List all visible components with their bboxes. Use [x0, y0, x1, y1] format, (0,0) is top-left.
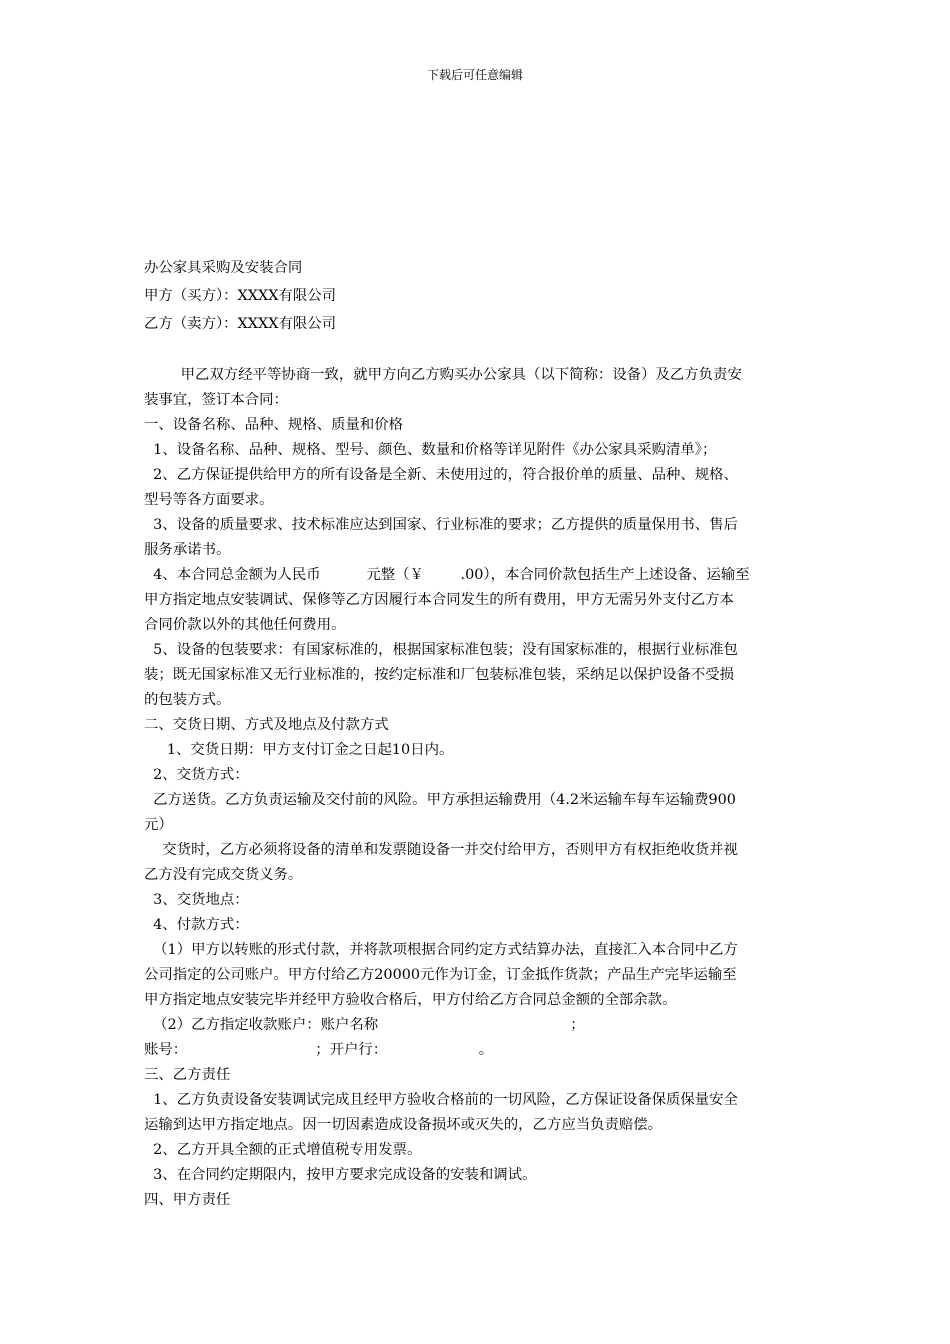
- paragraph-line: 甲方指定地点安装调试、保修等乙方因履行本合同发生的所有费用，甲方无需另外支付乙方本: [144, 592, 735, 608]
- party-b: 乙方（卖方）：XXXX有限公司: [144, 316, 337, 332]
- paragraph-line: 1、交货日期：甲方支付订金之日起10日内。: [144, 742, 454, 758]
- paragraph-line: 元）: [144, 817, 173, 833]
- paragraph-line: 乙方没有完成交货义务。: [144, 867, 303, 883]
- paragraph-line: （1）甲方以转账的形式付款，并将款项根据合同约定方式结算办法，直接汇入本合同中乙方: [144, 942, 738, 958]
- page-header: 下载后可任意编辑: [426, 68, 523, 82]
- paragraph-line: 装事宜，签订本合同：: [144, 392, 288, 408]
- paragraph-line: 2、交货方式：: [144, 767, 249, 783]
- section-heading: 三、乙方责任: [144, 1067, 231, 1083]
- paragraph-line: 合同价款以外的其他任何费用。: [144, 617, 346, 633]
- section-heading: 二、交货日期、方式及地点及付款方式: [144, 717, 389, 733]
- paragraph-line: 4、付款方式：: [144, 917, 249, 933]
- paragraph-line: 型号等各方面要求。: [144, 492, 274, 508]
- section-heading: 四、甲方责任: [144, 1192, 231, 1208]
- paragraph-line: 3、设备的质量要求、技术标准应达到国家、行业标准的要求；乙方提供的质量保用书、售后: [144, 517, 738, 533]
- section-heading: 一、设备名称、品种、规格、质量和价格: [144, 417, 404, 433]
- paragraph-line: 1、设备名称、品种、规格、型号、颜色、数量和价格等详见附件《办公家具采购清单》；: [144, 442, 717, 458]
- paragraph-line: 3、在合同约定期限内，按甲方要求完成设备的安装和调试。: [144, 1167, 537, 1183]
- paragraph-gap: [144, 338, 808, 363]
- paragraph-line: 账号： ；开户行： 。: [144, 1042, 494, 1058]
- paragraph-line: 装；既无国家标准又无行业标准的，按约定标准和厂包装标准包装，采纳足以保护设备不受损: [144, 667, 735, 683]
- paragraph-line: 2、乙方保证提供给甲方的所有设备是全新、未使用过的，符合报价单的质量、品种、规格、: [144, 467, 738, 483]
- paragraph-line: 乙方送货。乙方负责运输及交付前的风险。甲方承担运输费用（4.2米运输车每车运输费900: [144, 792, 736, 808]
- contract-body: [144, 255, 808, 1213]
- contract-title: 办公家具采购及安装合同: [144, 260, 303, 276]
- paragraph-line: 服务承诺书。: [144, 542, 231, 558]
- paragraph-line: 运输到达甲方指定地点。因一切因素造成设备损坏或灭失的，乙方应当负责赔偿。: [144, 1117, 663, 1133]
- paragraph-line: 2、乙方开具全额的正式增值税专用发票。: [144, 1142, 422, 1158]
- paragraph-line: 1、乙方负责设备安装调试完成且经甲方验收合格前的一切风险，乙方保证设备保质保量安全: [144, 1092, 738, 1108]
- paragraph-line: 的包装方式。: [144, 692, 231, 708]
- paragraph-line: 甲乙双方经平等协商一致，就甲方向乙方购买办公家具（以下简称：设备）及乙方负责安: [144, 367, 742, 383]
- paragraph-line: 3、交货地点：: [144, 892, 249, 908]
- paragraph-line: 甲方指定地点安装完毕并经甲方验收合格后，甲方付给乙方合同总金额的全部余款。: [144, 992, 677, 1008]
- paragraph-line: 交货时，乙方必须将设备的清单和发票随设备一并交付给甲方，否则甲方有权拒绝收货并视: [144, 842, 738, 858]
- paragraph-line: 4、本合同总金额为人民币 元整（￥ .00），本合同价款包括生产上述设备、运输至: [144, 567, 750, 583]
- paragraph-line: 公司指定的公司账户。甲方付给乙方20000元作为订金，订金抵作货款；产品生产完毕运输至: [144, 967, 737, 983]
- paragraph-line: 5、设备的包装要求：有国家标准的，根据国家标准包装；没有国家标准的，根据行业标准包: [144, 642, 738, 658]
- party-a: 甲方（买方）：XXXX有限公司: [144, 288, 337, 304]
- paragraph-line: （2）乙方指定收款账户：账户名称 ；: [144, 1017, 585, 1033]
